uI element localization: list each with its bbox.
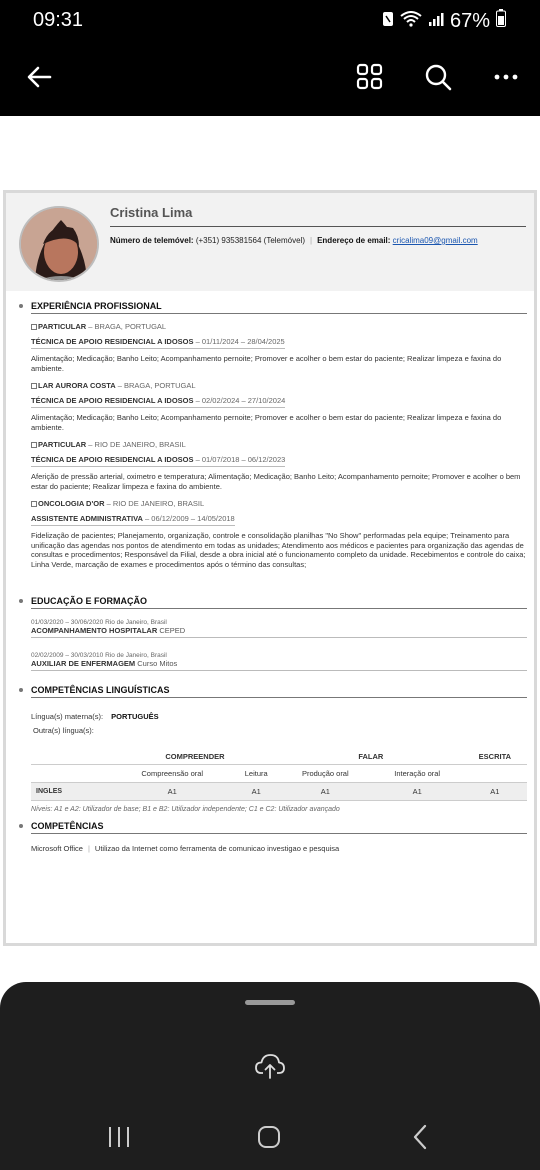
- section-title: EDUCAÇÃO E FORMAÇÃO: [31, 596, 527, 609]
- education-date: 01/03/2020 – 30/06/2020 Rio de Janeiro, Brasil: [31, 619, 167, 626]
- contact-line: [110, 236, 478, 245]
- language-level: A1: [372, 783, 463, 801]
- other-languages-label: Outra(s) língua(s):: [33, 726, 94, 735]
- back-button[interactable]: [18, 56, 62, 100]
- recents-icon: [104, 1122, 134, 1152]
- job-description: Alimentação; Medicação; Banho Leito; Acompanhamento pernoite; Promover e acolher o bem estar do paciente; Realizar limpeza e faxina do ambiente.: [31, 413, 502, 432]
- section-title: EXPERIÊNCIA PROFISSIONAL: [31, 301, 527, 314]
- job-employer: LAR AURORA COSTA: [38, 381, 116, 390]
- education-title: ACOMPANHAMENTO HOSPITALAR: [31, 626, 158, 635]
- status-icons: [382, 9, 506, 33]
- education-title: AUXILIAR DE ENFERMAGEM: [31, 659, 136, 668]
- battery-percent: 67%: [449, 9, 490, 32]
- drag-handle[interactable]: [245, 1000, 295, 1005]
- language-table: [31, 749, 527, 801]
- search-icon: [416, 56, 460, 100]
- education-item: [31, 659, 527, 671]
- section-title: COMPETÊNCIAS LINGUÍSTICAS: [31, 685, 527, 698]
- nfc-icon: [382, 10, 394, 33]
- mother-tongue: [31, 712, 527, 721]
- recent-apps-button[interactable]: [104, 1122, 134, 1152]
- education-date: 02/02/2009 – 30/03/2010 Rio de Janeiro, Brasil: [31, 652, 167, 659]
- building-icon: [31, 324, 37, 330]
- chevron-left-icon: [406, 1122, 436, 1152]
- job-role: ASSISTENTE ADMINISTRATIVA: [31, 514, 143, 523]
- job-dates: – 06/12/2009 – 14/05/2018: [142, 514, 235, 523]
- job-employer: ONCOLOGIA D'OR: [38, 499, 105, 508]
- app-toolbar: [0, 42, 540, 116]
- job-employer: PARTICULAR: [38, 440, 87, 449]
- table-header: ESCRITA: [463, 749, 527, 765]
- more-icon: [484, 56, 528, 100]
- job-role: TÉCNICA DE APOIO RESIDENCIAL A IDOSOS: [31, 455, 194, 464]
- building-icon: [31, 442, 37, 448]
- bottom-sheet: [0, 982, 540, 1170]
- table-row: [31, 783, 527, 801]
- job-location: – RIO DE JANEIRO, BRASIL: [104, 499, 205, 508]
- skills-line: [31, 844, 527, 853]
- job-description: Alimentação; Medicação; Banho Leito; Acompanhamento pernoite; Promover e acolher o bem estar do paciente; Realizar limpeza e faxina do ambiente.: [31, 354, 502, 373]
- job-item: [31, 381, 527, 432]
- wifi-icon: [400, 10, 422, 33]
- mother-tongue-value: PORTUGUÊS: [111, 712, 159, 721]
- home-icon: [254, 1122, 284, 1152]
- job-location: – BRAGA, PORTUGAL: [115, 381, 196, 390]
- home-button[interactable]: [254, 1122, 284, 1152]
- table-subheader: Produção oral: [279, 765, 372, 783]
- job-location: – BRAGA, PORTUGAL: [86, 322, 167, 331]
- language-level: A1: [463, 783, 527, 801]
- job-location: – RIO DE JANEIRO, BRASIL: [86, 440, 186, 449]
- language-name: INGLES: [31, 783, 111, 801]
- levels-note: Níveis: A1 e A2: Utilizador de base; B1 e B2: Utilizador independente; C1 e C2: Utilizador avançado: [31, 806, 340, 813]
- job-employer: PARTICULAR: [38, 322, 87, 331]
- skill-item: Microsoft Office: [31, 844, 83, 853]
- more-options-button[interactable]: [484, 56, 528, 100]
- building-icon: [31, 501, 37, 507]
- job-description: Aferição de pressão arterial, oximetro e temperatura; Alimentação; Medicação; Banho Leito; Acompanhamento pernoite; Promover e acolher o bem estar do paciente; Realizar limpeza e faxina do ambiente.: [31, 472, 521, 491]
- table-header: COMPREENDER: [111, 749, 279, 765]
- language-level: A1: [111, 783, 233, 801]
- avatar: [19, 206, 99, 282]
- experience-section: [31, 301, 527, 569]
- table-subheader: Leitura: [233, 765, 279, 783]
- building-icon: [31, 383, 37, 389]
- name-divider: [110, 226, 526, 227]
- education-org: Curso Mitos: [135, 659, 178, 668]
- mother-tongue-label: Língua(s) materna(s):: [31, 712, 104, 721]
- email-link[interactable]: cricalima09@gmail.com: [392, 236, 478, 245]
- status-time: 09:31: [33, 9, 84, 31]
- job-dates: – 01/11/2024 – 28/04/2025: [193, 337, 285, 346]
- job-item: [31, 440, 527, 491]
- language-level: A1: [233, 783, 279, 801]
- skill-separator: |: [87, 844, 90, 853]
- education-org: CEPED: [157, 626, 186, 635]
- status-bar: [0, 0, 540, 42]
- table-subheader: Interação oral: [372, 765, 463, 783]
- grid-view-button[interactable]: [348, 56, 392, 100]
- job-item: [31, 322, 527, 373]
- signal-icon: [428, 10, 444, 33]
- phone-label: Número de telemóvel:: [110, 236, 194, 245]
- table-subheader: Compreensão oral: [111, 765, 233, 783]
- job-item: [31, 499, 527, 569]
- cloud-upload-icon: [254, 1052, 286, 1080]
- cv-name: Cristina Lima: [110, 205, 193, 220]
- skills-section: [31, 821, 527, 853]
- job-dates: – 02/02/2024 – 27/10/2024: [193, 396, 286, 405]
- language-level: A1: [279, 783, 372, 801]
- education-item: [31, 626, 527, 638]
- back-arrow-icon: [18, 56, 62, 100]
- search-button[interactable]: [416, 56, 460, 100]
- system-back-button[interactable]: [406, 1122, 436, 1152]
- table-header: FALAR: [279, 749, 463, 765]
- phone-value: (+351) 935381564 (Telemóvel): [195, 236, 305, 245]
- job-role: TÉCNICA DE APOIO RESIDENCIAL A IDOSOS: [31, 396, 194, 405]
- job-role: TÉCNICA DE APOIO RESIDENCIAL A IDOSOS: [31, 337, 194, 346]
- cv-header: [6, 193, 534, 291]
- grid-icon: [348, 56, 392, 100]
- section-title: COMPETÊNCIAS: [31, 821, 527, 834]
- email-label: Endereço de email:: [317, 236, 391, 245]
- languages-section: [31, 685, 527, 813]
- job-dates: – 01/07/2018 – 06/12/2023: [193, 455, 286, 464]
- battery-icon: [496, 9, 506, 33]
- skill-item: Utilizao da Internet como ferramenta de comunicao investigao e pesquisa: [94, 844, 340, 853]
- cloud-upload-button[interactable]: [254, 1052, 286, 1080]
- cv-page: [3, 190, 537, 946]
- contact-separator: |: [310, 236, 313, 245]
- job-description: Fidelização de pacientes; Planejamento, organização, controle e consolidação planilhas "No Show" performadas pela equipe; Treinamento para unificação das agendas nos pontos de atendimento em todas as unidades; Atendimento aos médicos e pacientes para organização das agendas de consultas e procedimentos; Responsável da Filial, desde a obra inicial até o funcionamento completo da unidade. Recebimentos e controle do caixa; Linha Verde, marcação de exames e procedimentos após o término das consultas;: [31, 531, 526, 569]
- education-section: [31, 596, 527, 671]
